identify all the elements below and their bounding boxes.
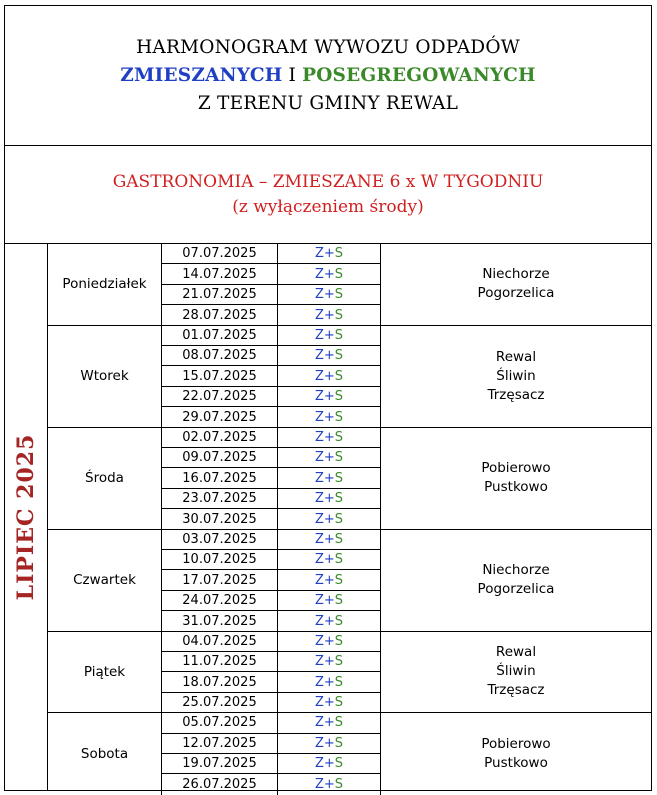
title-segregated-word: POSEGREGOWANYCH [302, 64, 536, 86]
table-row [162, 428, 380, 448]
table-row [162, 346, 380, 366]
mixed-code: Z [314, 470, 324, 486]
table-row [162, 489, 380, 509]
segregated-code: S [334, 388, 344, 404]
pickup-date: 16.07.2025 [162, 468, 278, 487]
pickup-date: 11.07.2025 [162, 652, 278, 671]
date-rows [162, 713, 380, 795]
category-header [5, 146, 651, 244]
table-row [162, 570, 380, 590]
segregated-code: S [334, 327, 344, 343]
waste-code [278, 387, 380, 406]
segregated-code: S [334, 552, 344, 568]
table-row [162, 468, 380, 488]
segregated-code: S [334, 348, 344, 364]
segregated-code: S [334, 286, 344, 302]
day-name: Piątek [48, 632, 162, 713]
plus-sign: + [323, 695, 335, 711]
waste-code [278, 346, 380, 365]
plus-sign: + [323, 348, 335, 364]
table-row [162, 305, 380, 325]
pickup-date: 01.07.2025 [162, 326, 278, 345]
mixed-code: Z [314, 246, 324, 262]
location-name: Niechorze [482, 266, 550, 283]
plus-sign: + [323, 511, 335, 527]
date-rows [162, 530, 380, 631]
segregated-code: S [334, 266, 344, 282]
waste-code [278, 693, 380, 713]
mixed-code: Z [314, 511, 324, 527]
pickup-date: 21.07.2025 [162, 285, 278, 304]
plus-sign: + [323, 388, 335, 404]
pickup-date: 02.07.2025 [162, 428, 278, 447]
table-row [162, 530, 380, 550]
plus-sign: + [323, 756, 335, 772]
table-row [162, 509, 380, 529]
locations-cell [380, 244, 651, 325]
segregated-code: S [334, 470, 344, 486]
table-row [162, 285, 380, 305]
table-row [162, 366, 380, 386]
pickup-date: 17.07.2025 [162, 570, 278, 589]
title-line-3: Z TERENU GMINY REWAL [197, 92, 459, 114]
table-row [162, 652, 380, 672]
pickup-date: 15.07.2025 [162, 366, 278, 385]
mixed-code: Z [314, 327, 324, 343]
day-group [48, 428, 651, 530]
waste-code [278, 428, 380, 447]
category-note: (z wyłączeniem środy) [232, 196, 424, 217]
day-group [48, 632, 651, 714]
plus-sign: + [323, 633, 335, 649]
mixed-code: Z [314, 715, 324, 731]
pickup-date: 30.07.2025 [162, 509, 278, 529]
segregated-code: S [334, 409, 344, 425]
segregated-code: S [334, 450, 344, 466]
title-line-1: HARMONOGRAM WYWOZU ODPADÓW [136, 36, 520, 58]
table-row [162, 550, 380, 570]
day-name: Wtorek [48, 326, 162, 427]
locations-cell [380, 632, 651, 713]
table-row [162, 387, 380, 407]
pickup-date: 31.07.2025 [162, 611, 278, 631]
waste-code [278, 244, 380, 263]
table-row [162, 244, 380, 264]
location-name: Pobierowo [481, 735, 551, 752]
waste-code [278, 754, 380, 773]
mixed-code: Z [314, 409, 324, 425]
location-name: Pogorzelica [477, 285, 555, 302]
waste-code [278, 713, 380, 732]
locations-cell [380, 428, 651, 529]
schedule-table [5, 244, 651, 793]
segregated-code: S [334, 592, 344, 608]
waste-code [278, 509, 380, 529]
waste-code [278, 326, 380, 345]
waste-code [278, 264, 380, 283]
plus-sign: + [323, 490, 335, 506]
location-name: Śliwin [496, 367, 536, 384]
locations-cell [380, 326, 651, 427]
pickup-date: 12.07.2025 [162, 734, 278, 753]
waste-code [278, 734, 380, 753]
mixed-code: Z [314, 674, 324, 690]
table-row [162, 632, 380, 652]
pickup-date: 03.07.2025 [162, 530, 278, 549]
plus-sign: + [323, 450, 335, 466]
location-name: Pogorzelica [477, 581, 555, 598]
table-row [162, 734, 380, 754]
plus-sign: + [323, 572, 335, 588]
mixed-code: Z [314, 307, 324, 323]
segregated-code: S [334, 307, 344, 323]
segregated-code: S [334, 695, 344, 711]
mixed-code: Z [314, 633, 324, 649]
plus-sign: + [323, 266, 335, 282]
segregated-code: S [334, 429, 344, 445]
title-conjunction: I [282, 64, 303, 86]
table-row [162, 672, 380, 692]
waste-code [278, 489, 380, 508]
location-name: Rewal [495, 348, 537, 365]
plus-sign: + [323, 735, 335, 751]
pickup-date: 23.07.2025 [162, 489, 278, 508]
mixed-code: Z [314, 429, 324, 445]
pickup-date: 08.07.2025 [162, 346, 278, 365]
plus-sign: + [323, 246, 335, 262]
segregated-code: S [334, 531, 344, 547]
pickup-date: 25.07.2025 [162, 693, 278, 713]
pickup-date: 24.07.2025 [162, 591, 278, 610]
table-row [162, 754, 380, 774]
month-label: LIPIEC 2025 [13, 433, 39, 601]
plus-sign: + [323, 674, 335, 690]
waste-code [278, 774, 380, 794]
plus-sign: + [323, 286, 335, 302]
date-rows [162, 244, 380, 325]
segregated-code: S [334, 368, 344, 384]
pickup-date: 07.07.2025 [162, 244, 278, 263]
plus-sign: + [323, 307, 335, 323]
pickup-date: 18.07.2025 [162, 672, 278, 691]
waste-code [278, 407, 380, 427]
pickup-date: 22.07.2025 [162, 387, 278, 406]
waste-code [278, 550, 380, 569]
title-mixed-word: ZMIESZANYCH [120, 64, 283, 86]
mixed-code: Z [314, 531, 324, 547]
table-row [162, 407, 380, 427]
plus-sign: + [323, 592, 335, 608]
waste-code [278, 285, 380, 304]
date-rows [162, 632, 380, 713]
segregated-code: S [334, 777, 344, 793]
location-name: Śliwin [496, 663, 536, 680]
waste-code [278, 468, 380, 487]
plus-sign: + [323, 654, 335, 670]
date-rows [162, 326, 380, 427]
plus-sign: + [323, 715, 335, 731]
segregated-code: S [334, 511, 344, 527]
segregated-code: S [334, 572, 344, 588]
mixed-code: Z [314, 552, 324, 568]
table-row [162, 693, 380, 713]
day-group [48, 713, 651, 795]
day-name: Sobota [48, 713, 162, 795]
schedule-document [4, 5, 652, 791]
document-header [5, 6, 651, 146]
waste-code [278, 632, 380, 651]
waste-code [278, 366, 380, 385]
mixed-code: Z [314, 348, 324, 364]
day-group [48, 530, 651, 632]
locations-cell [380, 713, 651, 795]
pickup-date: 28.07.2025 [162, 305, 278, 325]
mixed-code: Z [314, 613, 324, 629]
segregated-code: S [334, 246, 344, 262]
waste-code [278, 591, 380, 610]
mixed-code: Z [314, 695, 324, 711]
plus-sign: + [323, 470, 335, 486]
table-row [162, 264, 380, 284]
segregated-code: S [334, 654, 344, 670]
segregated-code: S [334, 715, 344, 731]
waste-code [278, 611, 380, 631]
waste-code [278, 672, 380, 691]
waste-code [278, 530, 380, 549]
plus-sign: + [323, 531, 335, 547]
segregated-code: S [334, 633, 344, 649]
day-name: Czwartek [48, 530, 162, 631]
waste-code [278, 652, 380, 671]
day-group [48, 326, 651, 428]
plus-sign: + [323, 552, 335, 568]
pickup-date: 26.07.2025 [162, 774, 278, 794]
day-group [48, 244, 651, 326]
mixed-code: Z [314, 266, 324, 282]
segregated-code: S [334, 735, 344, 751]
pickup-date: 14.07.2025 [162, 264, 278, 283]
plus-sign: + [323, 429, 335, 445]
pickup-date: 04.07.2025 [162, 632, 278, 651]
pickup-date: 29.07.2025 [162, 407, 278, 427]
location-name: Niechorze [482, 562, 550, 579]
location-name: Pustkowo [484, 754, 548, 771]
table-row [162, 448, 380, 468]
plus-sign: + [323, 327, 335, 343]
day-name: Poniedziałek [48, 244, 162, 325]
segregated-code: S [334, 613, 344, 629]
pickup-date: 09.07.2025 [162, 448, 278, 467]
location-name: Trzęsacz [487, 386, 545, 403]
mixed-code: Z [314, 756, 324, 772]
locations-cell [380, 530, 651, 631]
date-rows [162, 428, 380, 529]
waste-code [278, 448, 380, 467]
mixed-code: Z [314, 735, 324, 751]
location-name: Pobierowo [481, 460, 551, 477]
location-name: Trzęsacz [487, 682, 545, 699]
waste-code [278, 570, 380, 589]
title-line-2 [120, 62, 535, 90]
mixed-code: Z [314, 572, 324, 588]
mixed-code: Z [314, 654, 324, 670]
table-row [162, 591, 380, 611]
waste-code [278, 305, 380, 325]
category-title: GASTRONOMIA – ZMIESZANE 6 x W TYGODNIU [112, 171, 544, 192]
mixed-code: Z [314, 450, 324, 466]
mixed-code: Z [314, 388, 324, 404]
table-row [162, 713, 380, 733]
mixed-code: Z [314, 490, 324, 506]
plus-sign: + [323, 409, 335, 425]
segregated-code: S [334, 490, 344, 506]
plus-sign: + [323, 613, 335, 629]
pickup-date: 10.07.2025 [162, 550, 278, 569]
segregated-code: S [334, 674, 344, 690]
location-name: Pustkowo [484, 479, 548, 496]
pickup-date: 19.07.2025 [162, 754, 278, 773]
table-row [162, 774, 380, 794]
table-row [162, 611, 380, 631]
location-name: Rewal [495, 644, 537, 661]
month-column [5, 244, 48, 790]
plus-sign: + [323, 368, 335, 384]
day-name: Środa [48, 428, 162, 529]
mixed-code: Z [314, 592, 324, 608]
plus-sign: + [323, 777, 335, 793]
mixed-code: Z [314, 286, 324, 302]
mixed-code: Z [314, 777, 324, 793]
pickup-date: 05.07.2025 [162, 713, 278, 732]
table-row [162, 326, 380, 346]
mixed-code: Z [314, 368, 324, 384]
segregated-code: S [334, 756, 344, 772]
